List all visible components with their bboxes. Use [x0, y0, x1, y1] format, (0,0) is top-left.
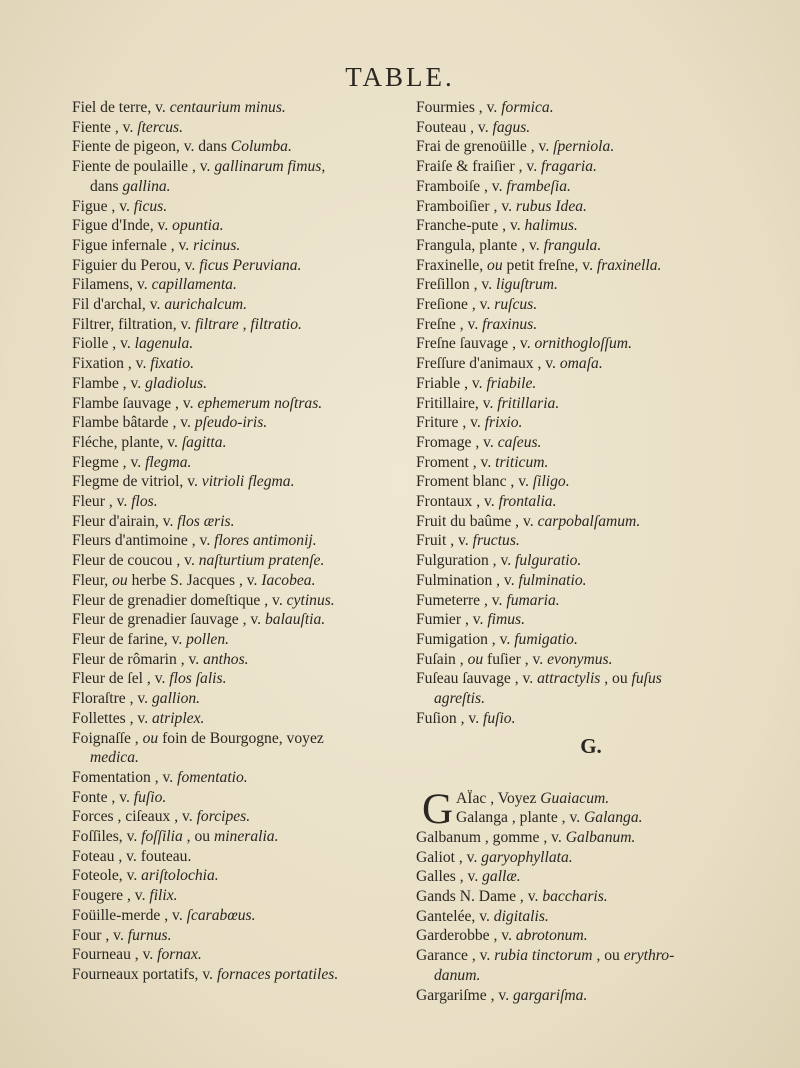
dropcap-entries: [456, 789, 766, 828]
section-spacer: [416, 767, 766, 789]
entry-text: Flegme de vitriol, v.: [72, 473, 202, 491]
entry-text: foin de Bourgogne, voyez: [158, 729, 324, 747]
entry-text: Fuſion , v.: [416, 709, 484, 727]
entry-text: Foteau , v. fouteau.: [72, 847, 192, 865]
entry-text: Fourneau , v.: [72, 946, 158, 964]
index-entry: [456, 808, 766, 828]
entry-text: Flambe ſauvage , v.: [72, 394, 198, 412]
index-entry: [72, 98, 412, 118]
entry-text: Foteole, v.: [72, 867, 142, 885]
index-entry: [72, 531, 412, 551]
index-entry: [416, 669, 766, 689]
index-entry: [416, 709, 766, 729]
latin-term: halimus.: [524, 217, 578, 235]
entry-text: Fleur de grenadier ſauvage , v.: [72, 611, 265, 629]
entry-text: Gantelée, v.: [416, 907, 494, 925]
entry-text: Friable , v.: [416, 374, 487, 392]
index-entry: [416, 137, 766, 157]
index-entry: [416, 177, 766, 197]
index-entry: [416, 571, 766, 591]
dropcap-letter: G: [422, 785, 454, 833]
latin-term: omaſa.: [559, 355, 603, 373]
latin-term: fornaces portatiles.: [216, 965, 339, 983]
latin-term: Guaiacum.: [540, 789, 610, 807]
latin-term: fumaria.: [506, 591, 560, 609]
right-column: [416, 98, 766, 1005]
index-entry: [72, 630, 412, 650]
index-entry: [72, 512, 412, 532]
latin-term: frangula.: [543, 236, 602, 254]
latin-term: fumigatio.: [514, 630, 578, 648]
latin-term: fagus.: [492, 118, 531, 136]
index-entry: [416, 689, 766, 709]
entry-text: Fumier , v.: [416, 611, 488, 629]
entry-text: Fuſeau ſauvage , v.: [416, 670, 538, 688]
entry-text: Freſſure d'animaux , v.: [416, 355, 560, 373]
latin-term: flegma.: [145, 453, 192, 471]
entry-text: Galbanum , gomme , v.: [416, 828, 566, 846]
latin-term: gladiolus.: [145, 374, 208, 392]
index-entry: [416, 275, 766, 295]
latin-term: ruſcus.: [494, 296, 538, 314]
entry-text: Fruit du baûme , v.: [416, 512, 538, 530]
index-entry: [72, 216, 412, 236]
index-entry: [416, 256, 766, 276]
latin-term: ricinus.: [193, 236, 241, 254]
latin-term: ſtercus.: [137, 118, 184, 136]
latin-term: aurichalcum.: [164, 296, 248, 314]
entry-text: , ou: [592, 947, 624, 965]
entry-text: Four , v.: [72, 926, 128, 944]
index-entry: [416, 197, 766, 217]
conjunction: ou: [142, 729, 159, 747]
index-entry: [72, 472, 412, 492]
latin-term: triticum.: [495, 453, 549, 471]
entry-text: Fumeterre , v.: [416, 591, 507, 609]
index-entry: [416, 334, 766, 354]
latin-term: fragaria.: [541, 158, 597, 176]
index-entry: [72, 334, 412, 354]
entry-text: Fraiſe & fraiſier , v.: [416, 158, 541, 176]
left-column: [72, 98, 412, 985]
latin-term: mineralia.: [213, 828, 279, 846]
index-entry: [72, 650, 412, 670]
latin-term: fomentatio.: [177, 768, 248, 786]
section-g-entries: [416, 828, 766, 1005]
entry-text: Gargariſme , v.: [416, 986, 513, 1004]
index-entry: [416, 413, 766, 433]
latin-term: balauſtia.: [264, 611, 326, 629]
entry-text: , ou: [600, 670, 632, 688]
entry-text: Forces , ciſeaux , v.: [72, 808, 197, 826]
latin-term: ariſtolochia.: [141, 867, 219, 885]
entry-text: Galiot , v.: [416, 848, 482, 866]
entry-text: Frangula, plante , v.: [416, 236, 544, 254]
entry-text: Fleur de rômarin , v.: [72, 650, 204, 668]
entry-text: Fleur de farine, v.: [72, 630, 187, 648]
entry-text: Fleur de ſel , v.: [72, 670, 170, 688]
index-entry: [416, 295, 766, 315]
index-entry: [72, 118, 412, 138]
index-entry: [72, 275, 412, 295]
conjunction: ou: [112, 571, 128, 589]
latin-term: fornax.: [157, 946, 202, 964]
entry-text: Fromage , v.: [416, 433, 498, 451]
section-letter-g: G.: [580, 733, 602, 758]
entry-text: Framboiſier , v.: [416, 197, 516, 215]
index-entry: [416, 650, 766, 670]
index-entry: [72, 354, 412, 374]
entry-text: Flambe bâtarde , v.: [72, 414, 195, 432]
entry-text: Garderobbe , v.: [416, 927, 516, 945]
latin-term: agreſtis.: [434, 690, 485, 708]
latin-term: liguſtrum.: [496, 276, 558, 294]
index-entry: [416, 907, 766, 927]
latin-term: fraxinella.: [596, 256, 662, 274]
index-entry: [416, 610, 766, 630]
entry-text: Fil d'archal, v.: [72, 296, 165, 314]
latin-term: capillamenta.: [151, 276, 237, 294]
entry-text: Fleur d'airain, v.: [72, 512, 178, 530]
entry-text: Fulmination , v.: [416, 571, 519, 589]
latin-term: erythro-: [623, 947, 675, 965]
latin-term: ephemerum noſtras.: [197, 394, 323, 412]
index-entry: [416, 118, 766, 138]
index-entry: [416, 433, 766, 453]
index-entry: [416, 472, 766, 492]
latin-term: vitrioli flegma.: [201, 473, 295, 491]
entry-text: Galles , v.: [416, 868, 483, 886]
index-entry: [72, 157, 412, 177]
dropcap-block: [416, 785, 766, 833]
entry-text: Fulguration , v.: [416, 552, 516, 570]
index-entry: [416, 157, 766, 177]
index-entry: [416, 946, 766, 966]
latin-term: opuntia.: [172, 217, 224, 235]
index-entry: [72, 965, 412, 985]
entry-text: Fumigation , v.: [416, 630, 515, 648]
index-entry: [72, 177, 412, 197]
entry-text: Filtrer, filtration, v.: [72, 315, 196, 333]
entry-text: Freſillon , v.: [416, 276, 496, 294]
entry-text: Fourneaux portatifs, v.: [72, 965, 217, 983]
latin-term: danum.: [434, 966, 481, 984]
index-entry: [416, 986, 766, 1006]
latin-term: filtrare , filtratio.: [195, 315, 302, 333]
latin-term: frontalia.: [498, 493, 557, 511]
index-entry: [72, 729, 412, 749]
entry-text: Fourmies , v.: [416, 99, 502, 116]
entry-text: Frai de grenoüille , v.: [416, 138, 554, 156]
latin-term: flos.: [131, 493, 158, 511]
entry-text: Framboiſe , v.: [416, 177, 507, 195]
latin-term: frixio.: [484, 414, 523, 432]
latin-term: lagenula.: [134, 335, 194, 353]
latin-term: flores antimonij.: [214, 532, 317, 550]
entry-text: Freſne ſauvage , v.: [416, 335, 535, 353]
entry-text: Fouteau , v.: [416, 118, 493, 136]
conjunction: ou: [487, 256, 503, 274]
latin-term: ficus.: [133, 197, 168, 215]
latin-term: gallinarum fimus,: [214, 158, 326, 176]
latin-term: naſturtium pratenſe.: [198, 552, 325, 570]
index-entry: [72, 453, 412, 473]
latin-term: ficus Peruviana.: [199, 256, 302, 274]
entry-text: Gands N. Dame , v.: [416, 888, 543, 906]
entry-text: Fritillaire, v.: [416, 394, 498, 412]
latin-term: rubia tinctorum: [494, 947, 593, 965]
entry-text: Figue , v.: [72, 197, 134, 215]
index-entry: [456, 789, 766, 809]
entry-text: Fleur,: [72, 571, 113, 589]
entry-text: fuſier , v.: [483, 650, 548, 668]
entry-text: Fiente de pigeon, v. dans: [72, 138, 231, 156]
latin-term: furnus.: [127, 926, 172, 944]
latin-term: formica.: [501, 99, 554, 116]
latin-term: fuſio.: [483, 709, 516, 727]
index-entry: [72, 748, 412, 768]
index-entry: [72, 256, 412, 276]
index-entry: [72, 807, 412, 827]
latin-term: Columba.: [230, 138, 292, 156]
entry-text: Fomentation , v.: [72, 768, 178, 786]
index-entry: [416, 236, 766, 256]
entry-text: Frontaux , v.: [416, 493, 499, 511]
latin-term: Iacobea.: [261, 571, 316, 589]
entry-text: Foignaſſe ,: [72, 729, 143, 747]
entry-text: Figuier du Perou, v.: [72, 256, 200, 274]
latin-term: baccharis.: [542, 888, 608, 906]
latin-term: gargariſma.: [513, 986, 588, 1004]
latin-term: cytinus.: [286, 591, 335, 609]
entry-text: Fruit , v.: [416, 532, 473, 550]
latin-term: ſperniola.: [553, 138, 615, 156]
index-entry: [72, 610, 412, 630]
index-entry: [72, 137, 412, 157]
index-entry: [416, 98, 766, 118]
index-entry: [72, 551, 412, 571]
index-entry: [72, 295, 412, 315]
latin-term: fulguratio.: [515, 552, 582, 570]
entry-text: Figue d'Inde, v.: [72, 217, 173, 235]
conjunction: ou: [467, 650, 484, 668]
latin-term: foſſilia: [141, 828, 183, 846]
entry-text: Franche-pute , v.: [416, 217, 525, 235]
index-entry: [416, 926, 766, 946]
latin-term: fritillaria.: [497, 394, 560, 412]
entry-text: Flambe , v.: [72, 374, 146, 392]
entry-text: Fiente , v.: [72, 118, 138, 136]
latin-term: flos æris.: [177, 512, 235, 530]
index-entry: [72, 197, 412, 217]
latin-term: attractylis: [537, 670, 601, 688]
index-entry: [72, 591, 412, 611]
entry-text: Foüille-merde , v.: [72, 906, 187, 924]
entry-text: Froment , v.: [416, 453, 496, 471]
index-entry: [416, 887, 766, 907]
entry-text: Floraſtre , v.: [72, 690, 152, 708]
latin-term: fimus.: [487, 611, 526, 629]
latin-term: fructus.: [472, 532, 520, 550]
latin-term: ſiligo.: [532, 473, 570, 491]
entry-text: Fléche, plante, v.: [72, 433, 182, 451]
index-entry: [72, 709, 412, 729]
latin-term: fuſus: [631, 670, 662, 688]
index-entry: [416, 374, 766, 394]
latin-term: pollen.: [186, 630, 230, 648]
index-entry: [416, 630, 766, 650]
index-entry: [72, 413, 412, 433]
latin-term: digitalis.: [493, 907, 549, 925]
entry-text: Galanga , plante , v.: [456, 809, 585, 827]
entry-text: Fiente de poulaille , v.: [72, 158, 215, 176]
index-entry: [416, 492, 766, 512]
index-entry: [72, 433, 412, 453]
index-entry: [72, 945, 412, 965]
entry-text: Froment blanc , v.: [416, 473, 533, 491]
latin-term: forcipes.: [196, 808, 251, 826]
index-entry: [72, 394, 412, 414]
latin-term: anthos.: [203, 650, 249, 668]
index-entry: [416, 867, 766, 887]
entry-text: Fonte , v.: [72, 788, 134, 806]
entry-text: Freſione , v.: [416, 296, 495, 314]
index-entry: [72, 866, 412, 886]
entry-text: Fleur de coucou , v.: [72, 552, 199, 570]
entry-text: petit freſne, v.: [502, 256, 597, 274]
latin-term: filix.: [149, 887, 178, 905]
latin-term: carpobalſamum.: [537, 512, 641, 530]
index-entry: [72, 926, 412, 946]
latin-term: gallina.: [122, 177, 171, 195]
latin-term: flos ſalis.: [169, 670, 227, 688]
latin-term: pſeudo-iris.: [194, 414, 268, 432]
entry-text: Fuſain ,: [416, 650, 468, 668]
entry-text: AÏac , Voyez: [456, 789, 541, 807]
entry-text: herbe S. Jacques , v.: [127, 571, 262, 589]
index-entry: [416, 828, 766, 848]
index-entry: [416, 453, 766, 473]
index-entry: [72, 669, 412, 689]
latin-term: centaurium minus.: [169, 99, 286, 116]
entry-text: Figue infernale , v.: [72, 236, 194, 254]
index-entry: [416, 512, 766, 532]
latin-term: friabile.: [486, 374, 537, 392]
index-entry: [72, 492, 412, 512]
index-entry: [416, 966, 766, 986]
latin-term: caſeus.: [497, 433, 542, 451]
entry-text: , ou: [182, 828, 214, 846]
latin-term: fuſio.: [133, 788, 167, 806]
latin-term: fixatio.: [150, 355, 195, 373]
index-entry: [72, 689, 412, 709]
latin-term: rubus Idea.: [515, 197, 587, 215]
index-entry: [72, 906, 412, 926]
index-entry: [72, 236, 412, 256]
entry-text: Fougere , v.: [72, 887, 150, 905]
index-entry: [416, 394, 766, 414]
index-entry: [416, 531, 766, 551]
entry-text: Flegme , v.: [72, 453, 146, 471]
latin-term: fraxinus.: [482, 315, 538, 333]
entry-text: Filamens, v.: [72, 276, 152, 294]
index-entry: [72, 788, 412, 808]
index-entry: [416, 551, 766, 571]
entry-text: Fleur , v.: [72, 493, 132, 511]
index-entry: [72, 827, 412, 847]
entry-text: Garance , v.: [416, 947, 495, 965]
index-entry: [72, 315, 412, 335]
index-entry: [72, 847, 412, 867]
index-entry: [416, 216, 766, 236]
entry-text: Fraxinelle,: [416, 256, 488, 274]
latin-term: frambeſia.: [506, 177, 571, 195]
entry-text: dans: [90, 177, 123, 195]
index-entry: [72, 768, 412, 788]
entry-text: Fiolle , v.: [72, 335, 135, 353]
index-entry: [72, 374, 412, 394]
latin-term: abrotonum.: [515, 927, 588, 945]
latin-term: ſagitta.: [181, 433, 227, 451]
latin-term: ſcarabœus.: [186, 906, 256, 924]
index-entry: [416, 354, 766, 374]
entry-text: Fixation , v.: [72, 355, 151, 373]
index-entry: [416, 848, 766, 868]
index-entry: [416, 315, 766, 335]
section-f-continued: [416, 98, 766, 729]
entry-text: Freſne , v.: [416, 315, 483, 333]
latin-term: gallion.: [151, 690, 201, 708]
latin-term: ornithogloſſum.: [534, 335, 632, 353]
entry-text: Foſſiles, v.: [72, 828, 142, 846]
latin-term: atriplex.: [152, 709, 205, 727]
entry-text: Fiel de terre, v.: [72, 99, 170, 116]
latin-term: garyophyllata.: [481, 848, 573, 866]
page-header: TABLE.: [345, 62, 455, 92]
latin-term: fulminatio.: [518, 571, 587, 589]
latin-term: Galbanum.: [565, 828, 636, 846]
entry-text: Friture , v.: [416, 414, 485, 432]
latin-term: medica.: [90, 749, 139, 767]
index-entry: [72, 571, 412, 591]
index-entry: [72, 886, 412, 906]
entry-text: Follettes , v.: [72, 709, 152, 727]
entry-text: Fleur de grenadier domeſtique , v.: [72, 591, 287, 609]
latin-term: Galanga.: [584, 809, 643, 827]
index-entry: [416, 591, 766, 611]
latin-term: evonymus.: [547, 650, 613, 668]
latin-term: gallæ.: [482, 868, 521, 886]
entry-text: Fleurs d'antimoine , v.: [72, 532, 215, 550]
